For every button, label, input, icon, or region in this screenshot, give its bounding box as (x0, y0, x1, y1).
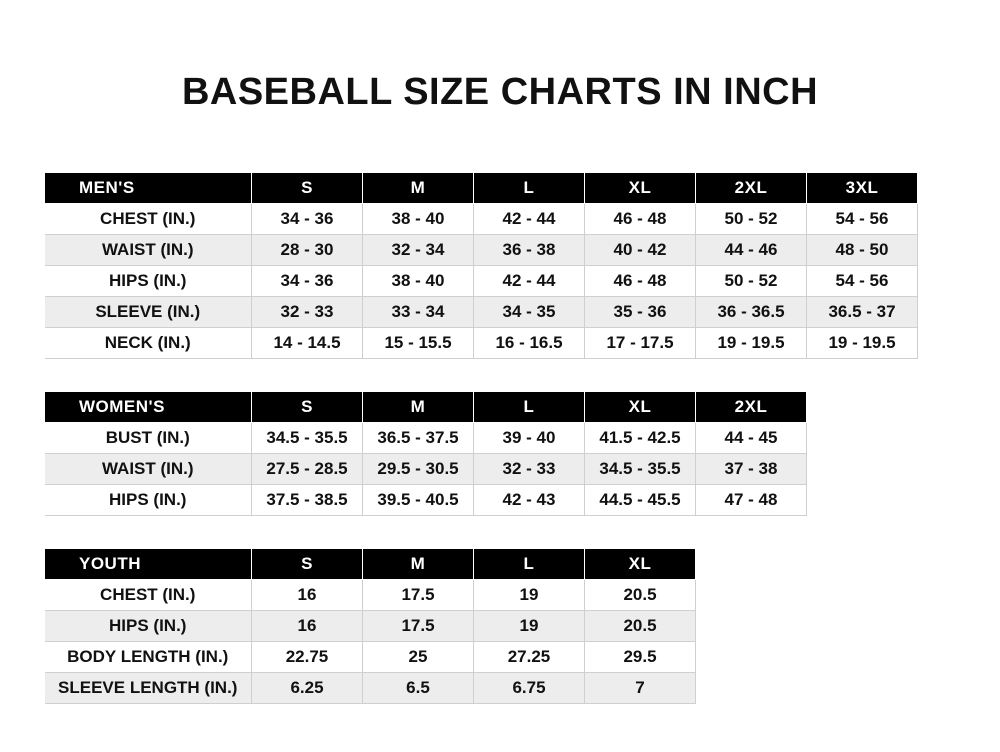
table-row-label: HIPS (IN.) (45, 484, 252, 515)
table-cell: 37.5 - 38.5 (252, 484, 363, 515)
table-row-label: SLEEVE (IN.) (45, 296, 252, 327)
table-cell: 6.5 (363, 672, 474, 703)
table-row-label: SLEEVE LENGTH (IN.) (45, 672, 252, 703)
table-cell: 6.25 (252, 672, 363, 703)
mens-header-m: M (363, 172, 474, 203)
table-cell: 44.5 - 45.5 (585, 484, 696, 515)
table-row (45, 327, 918, 358)
table-cell: 19 - 19.5 (696, 327, 807, 358)
table-cell: 19 (474, 610, 585, 641)
womens-header-l: L (474, 391, 585, 422)
page-title: BASEBALL SIZE CHARTS IN INCH (181, 71, 819, 113)
tables-container (0, 172, 1000, 704)
table-cell: 39.5 - 40.5 (363, 484, 474, 515)
table-cell: 42 - 43 (474, 484, 585, 515)
table-row (45, 672, 696, 703)
table-row-label: CHEST (IN.) (45, 203, 252, 234)
mens-header-3xl: 3XL (807, 172, 918, 203)
table-row (45, 234, 918, 265)
table-cell: 29.5 - 30.5 (363, 453, 474, 484)
table-cell: 34 - 36 (252, 203, 363, 234)
table-cell: 34.5 - 35.5 (585, 453, 696, 484)
table-cell: 19 - 19.5 (807, 327, 918, 358)
table-cell: 6.75 (474, 672, 585, 703)
table-cell: 50 - 52 (696, 203, 807, 234)
table-row-label: HIPS (IN.) (45, 265, 252, 296)
table-cell: 36.5 - 37.5 (363, 422, 474, 453)
table-cell: 17.5 (363, 579, 474, 610)
table-cell: 17.5 (363, 610, 474, 641)
table-row (45, 484, 807, 515)
table-row-label: HIPS (IN.) (45, 610, 252, 641)
table-row (45, 641, 696, 672)
table-row (45, 610, 696, 641)
womens-header-m: M (363, 391, 474, 422)
table-cell: 46 - 48 (585, 265, 696, 296)
table-cell: 42 - 44 (474, 265, 585, 296)
table-cell: 15 - 15.5 (363, 327, 474, 358)
table-cell: 14 - 14.5 (252, 327, 363, 358)
table-cell: 16 (252, 579, 363, 610)
table-cell: 36 - 38 (474, 234, 585, 265)
womens-header-category-label: WOMEN'S (79, 396, 165, 416)
table-cell: 29.5 (585, 641, 696, 672)
mens-header-category (45, 172, 252, 203)
table-cell: 38 - 40 (363, 265, 474, 296)
youth-header-category-label: YOUTH (79, 553, 141, 573)
youth-header-m: M (363, 548, 474, 579)
table-cell: 19 (474, 579, 585, 610)
table-cell: 35 - 36 (585, 296, 696, 327)
womens-header-2xl: 2XL (696, 391, 807, 422)
womens-table-head (45, 391, 807, 422)
table-cell: 32 - 33 (252, 296, 363, 327)
table-cell: 44 - 45 (696, 422, 807, 453)
table-header-row (45, 391, 807, 422)
womens-header-xl: XL (585, 391, 696, 422)
table-cell: 54 - 56 (807, 265, 918, 296)
table-cell: 46 - 48 (585, 203, 696, 234)
table-row-label: CHEST (IN.) (45, 579, 252, 610)
mens-header-category-label: MEN'S (79, 177, 135, 197)
table-row-label: WAIST (IN.) (45, 453, 252, 484)
table-row (45, 203, 918, 234)
table-cell: 39 - 40 (474, 422, 585, 453)
table-row-label: BODY LENGTH (IN.) (45, 641, 252, 672)
table-row (45, 265, 918, 296)
table-row-label: NECK (IN.) (45, 327, 252, 358)
table-row (45, 579, 696, 610)
mens-table-head (45, 172, 918, 203)
table-cell: 28 - 30 (252, 234, 363, 265)
mens-header-l: L (474, 172, 585, 203)
table-cell: 36.5 - 37 (807, 296, 918, 327)
table-row (45, 422, 807, 453)
table-cell: 40 - 42 (585, 234, 696, 265)
table-cell: 27.5 - 28.5 (252, 453, 363, 484)
table-cell: 38 - 40 (363, 203, 474, 234)
mens-size-table (44, 172, 918, 359)
youth-header-category (45, 548, 252, 579)
table-cell: 25 (363, 641, 474, 672)
table-cell: 42 - 44 (474, 203, 585, 234)
table-cell: 32 - 34 (363, 234, 474, 265)
womens-header-s: S (252, 391, 363, 422)
table-cell: 34.5 - 35.5 (252, 422, 363, 453)
table-cell: 7 (585, 672, 696, 703)
womens-header-category (45, 391, 252, 422)
table-cell: 16 (252, 610, 363, 641)
table-header-row (45, 548, 696, 579)
table-cell: 34 - 36 (252, 265, 363, 296)
table-cell: 34 - 35 (474, 296, 585, 327)
mens-table-body (45, 203, 918, 358)
table-cell: 20.5 (585, 579, 696, 610)
mens-header-2xl: 2XL (696, 172, 807, 203)
youth-header-l: L (474, 548, 585, 579)
table-header-row (45, 172, 918, 203)
table-cell: 44 - 46 (696, 234, 807, 265)
table-cell: 36 - 36.5 (696, 296, 807, 327)
table-cell: 17 - 17.5 (585, 327, 696, 358)
table-row (45, 296, 918, 327)
mens-header-xl: XL (585, 172, 696, 203)
table-cell: 47 - 48 (696, 484, 807, 515)
table-cell: 27.25 (474, 641, 585, 672)
mens-header-s: S (252, 172, 363, 203)
table-cell: 22.75 (252, 641, 363, 672)
table-row-label: WAIST (IN.) (45, 234, 252, 265)
youth-table-body (45, 579, 696, 703)
table-cell: 48 - 50 (807, 234, 918, 265)
table-cell: 50 - 52 (696, 265, 807, 296)
table-cell: 33 - 34 (363, 296, 474, 327)
table-cell: 16 - 16.5 (474, 327, 585, 358)
womens-table-body (45, 422, 807, 515)
youth-size-table (44, 548, 696, 704)
youth-header-xl: XL (585, 548, 696, 579)
youth-header-s: S (252, 548, 363, 579)
womens-size-table (44, 391, 807, 516)
table-cell: 37 - 38 (696, 453, 807, 484)
youth-table-head (45, 548, 696, 579)
table-cell: 20.5 (585, 610, 696, 641)
table-row-label: BUST (IN.) (45, 422, 252, 453)
table-cell: 32 - 33 (474, 453, 585, 484)
table-row (45, 453, 807, 484)
table-cell: 41.5 - 42.5 (585, 422, 696, 453)
table-cell: 54 - 56 (807, 203, 918, 234)
